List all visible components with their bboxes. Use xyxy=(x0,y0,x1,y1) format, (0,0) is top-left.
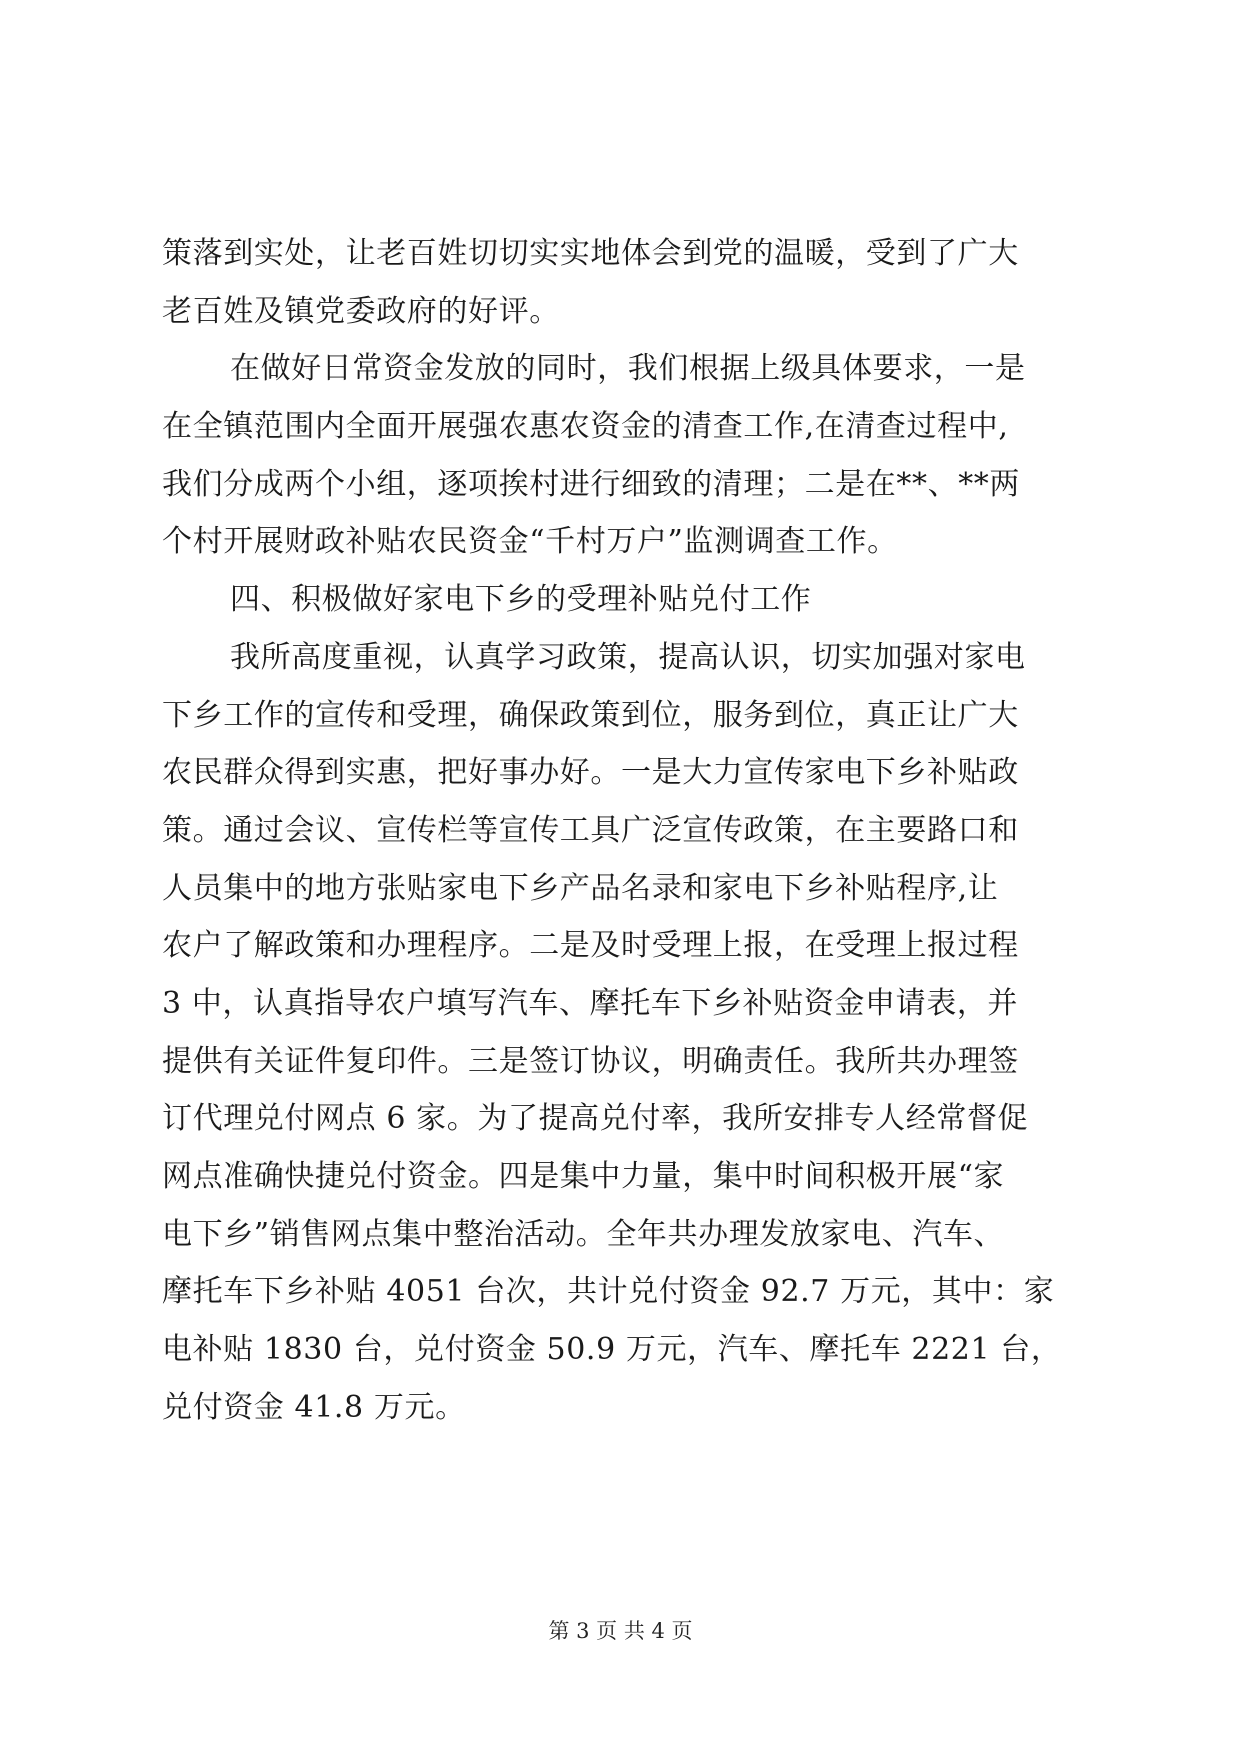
text-line: 提供有关证件复印件。三是签订协议，明确责任。我所共办理签 xyxy=(162,1043,1019,1079)
text-line: 下乡工作的宣传和受理，确保政策到位，服务到位，真正让广大 xyxy=(162,697,1019,733)
text-line: 我们分成两个小组，逐项挨村进行细致的清理；二是在**、**两 xyxy=(162,466,1020,502)
text-line: 人员集中的地方张贴家电下乡产品名录和家电下乡补贴程序,让 xyxy=(162,870,999,906)
text-line: 摩托车下乡补贴 4051 台次，共计兑付资金 92.7 万元，其中：家 xyxy=(162,1274,1055,1310)
text-line: 个村开展财政补贴农民资金“千村万户”监测调查工作。 xyxy=(162,524,898,560)
text-line: 策。通过会议、宣传栏等宣传工具广泛宣传政策，在主要路口和 xyxy=(162,812,1019,848)
text-line: 电下乡”销售网点集中整治活动。全年共办理发放家电、汽车、 xyxy=(162,1216,1005,1252)
body-text xyxy=(162,225,1092,1436)
text-line: 兑付资金 41.8 万元。 xyxy=(162,1389,466,1425)
text-line: 农户了解政策和办理程序。二是及时受理上报，在受理上报过程 xyxy=(162,928,1019,964)
text-line: 策落到实处，让老百姓切切实实地体会到党的温暖，受到了广大 xyxy=(162,236,1019,271)
paragraph-start-line: 我所高度重视，认真学习政策，提高认识，切实加强对家电 xyxy=(230,639,1026,675)
text-line: 订代理兑付网点 6 家。为了提高兑付率，我所安排专人经常督促 xyxy=(162,1101,1029,1137)
text-line: 网点准确快捷兑付资金。四是集中力量，集中时间积极开展“家 xyxy=(162,1159,1005,1194)
text-line: 3 中，认真指导农户填写汽车、摩托车下乡补贴资金申请表，并 xyxy=(162,985,1019,1021)
section-heading: 四、积极做好家电下乡的受理补贴兑付工作 xyxy=(230,582,812,618)
paragraph-start-line: 在做好日常资金发放的同时，我们根据上级具体要求，一是 xyxy=(230,351,1026,387)
text-line: 电补贴 1830 台，兑付资金 50.9 万元，汽车、摩托车 2221 台， xyxy=(162,1332,1062,1368)
text-line: 在全镇范围内全面开展强农惠农资金的清查工作,在清查过程中, xyxy=(162,409,1009,445)
text-line: 农民群众得到实惠，把好事办好。一是大力宣传家电下乡补贴政 xyxy=(162,755,1019,791)
page-number-footer: 第 3 页 共 4 页 xyxy=(548,1619,693,1643)
text-line: 老百姓及镇党委政府的好评。 xyxy=(162,293,560,329)
